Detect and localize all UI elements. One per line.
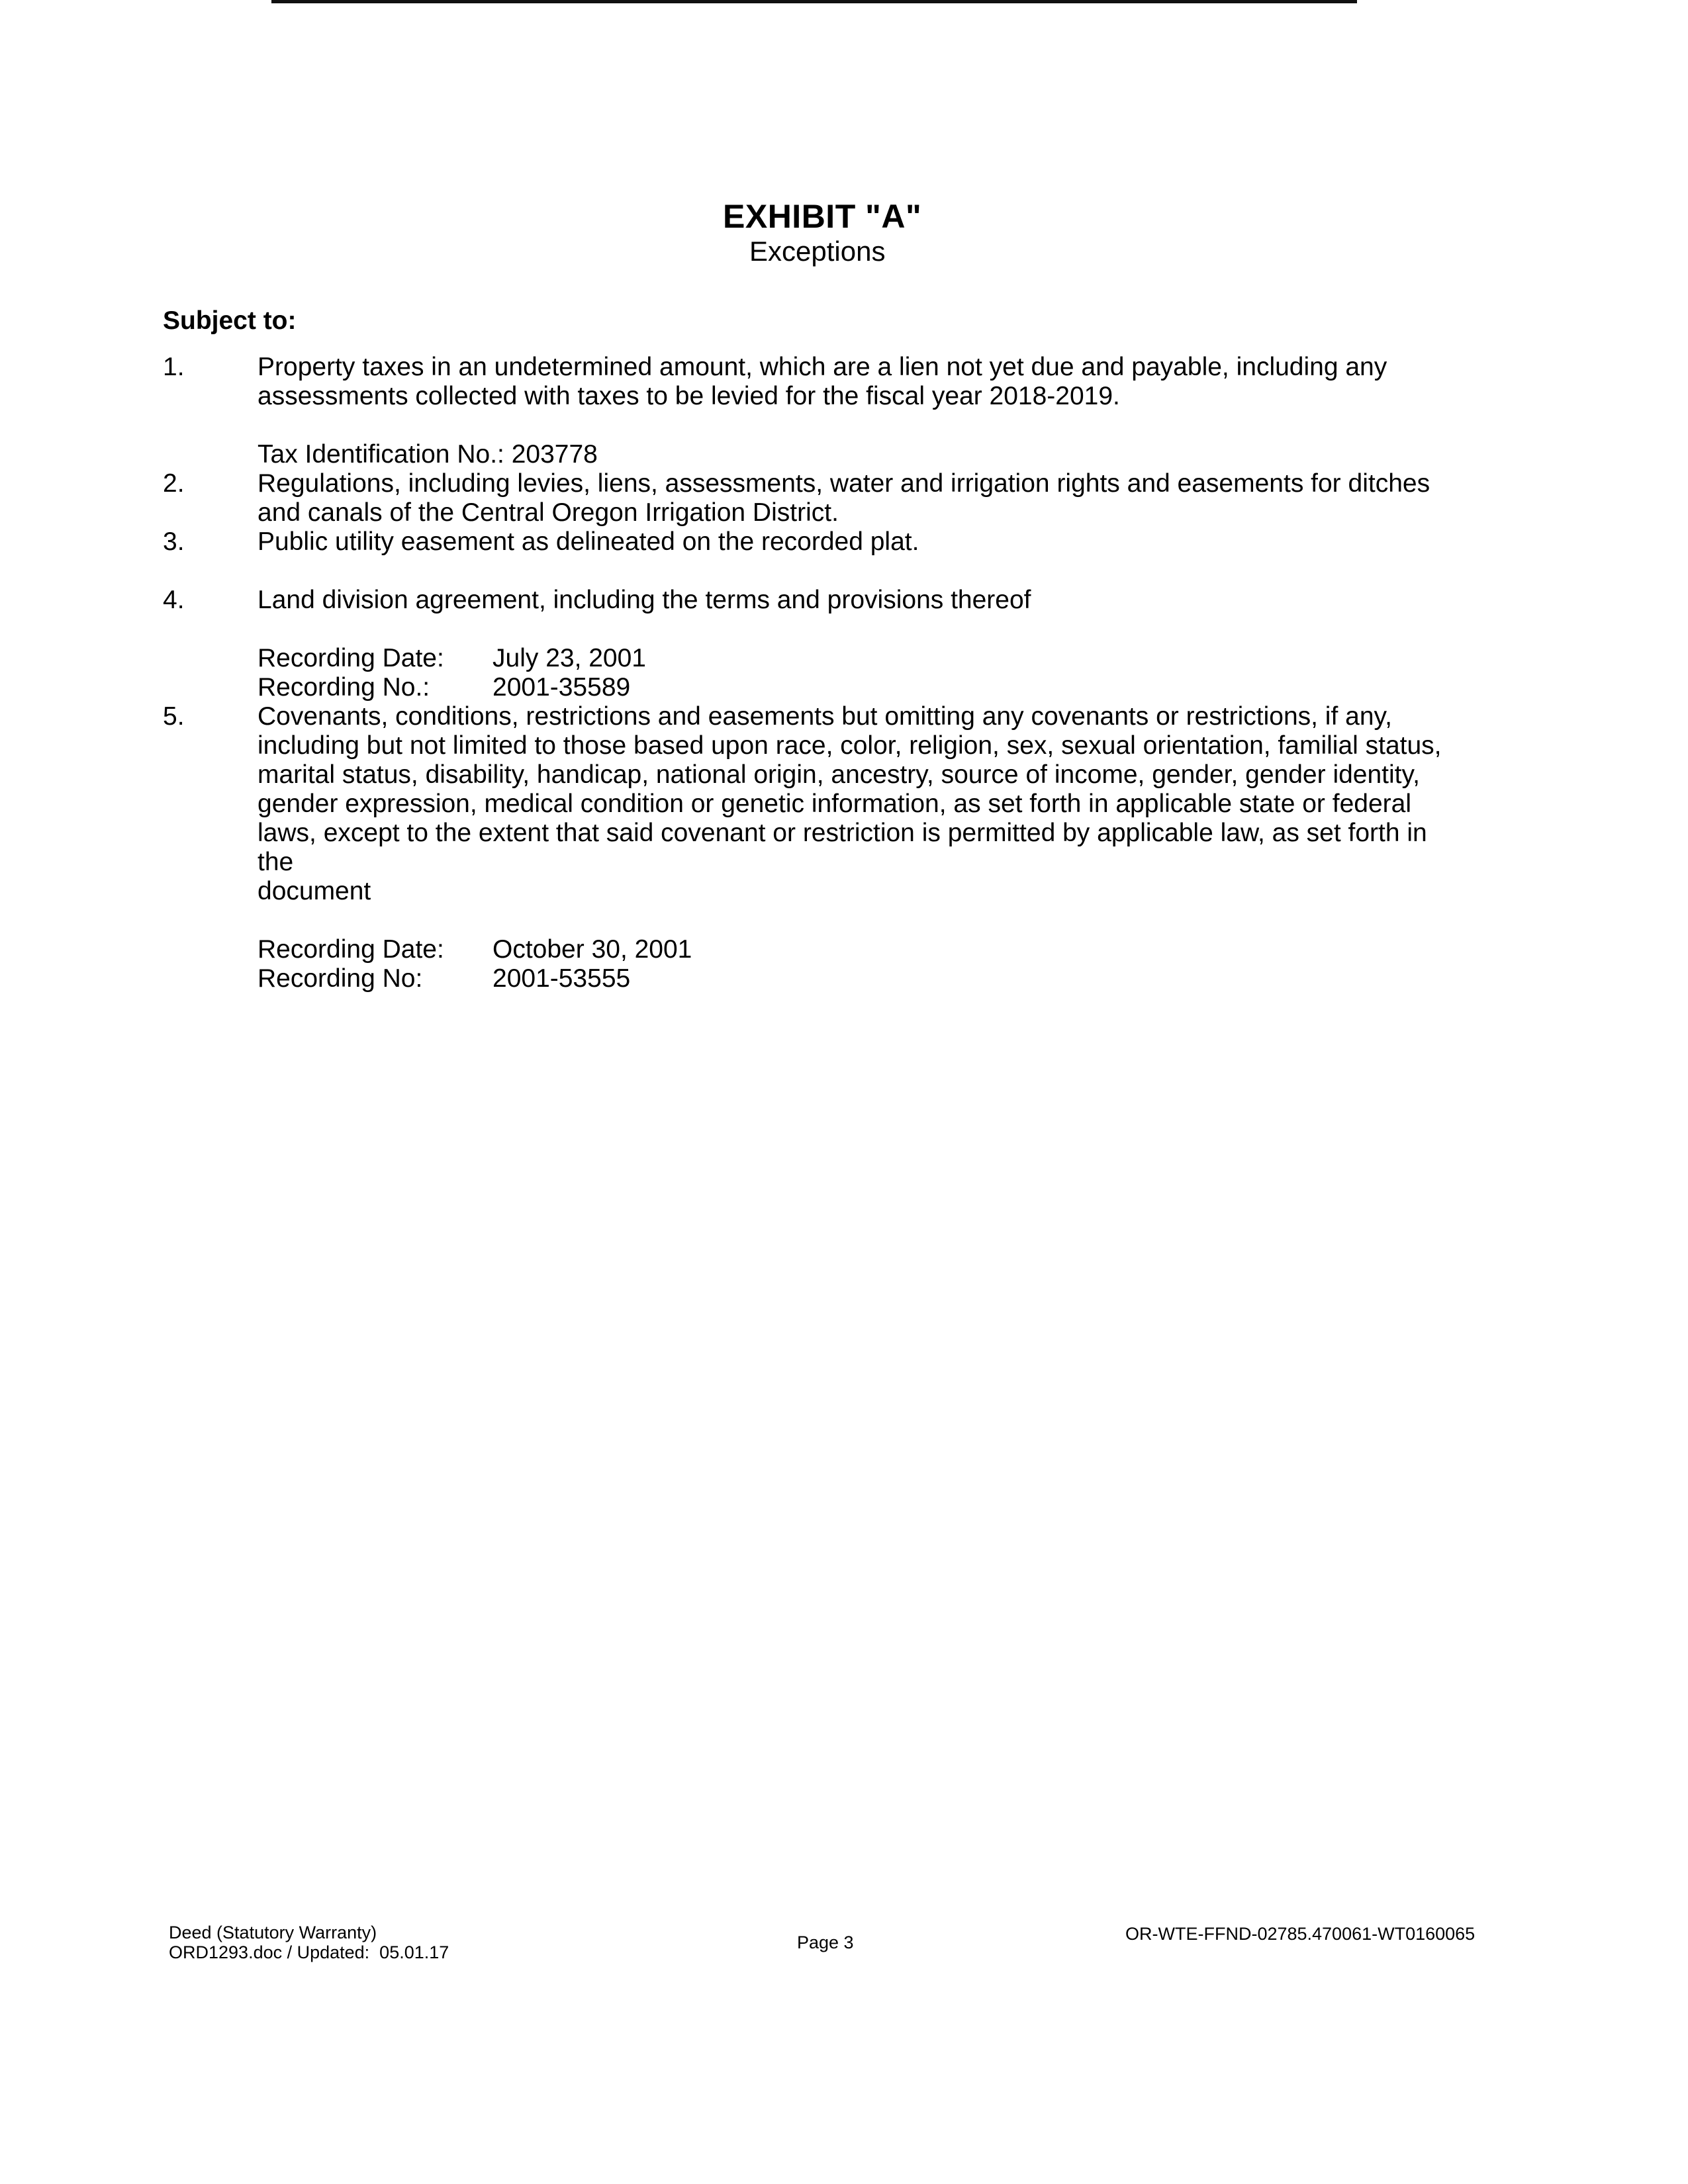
item-body xyxy=(258,353,1462,469)
item-text: Covenants, conditions, restrictions and easements but omitting any covenants or restrictions, if any, including but not limited to those based upon race, color, religion, sex, sexual orientation, familial status, marital status, disability, handicap, national origin, ancestry, source of income, gender, gender identity, gender expression, medical condition or genetic information, as set forth in applicable state or federal laws, except to the extent that said covenant or restriction is permitted by applicable law, as set forth in the document xyxy=(258,702,1442,905)
recording-number-row xyxy=(258,964,1462,993)
recording-date-value: July 23, 2001 xyxy=(492,644,647,672)
tax-identification: Tax Identification No.: 203778 xyxy=(258,440,598,469)
item-text: Regulations, including levies, liens, assessments, water and irrigation rights and easements for ditches and canals of the Central Oregon Irrigation District. xyxy=(258,469,1430,527)
item-number: 4. xyxy=(163,586,185,614)
page-subtitle: Exceptions xyxy=(749,236,886,267)
footer-doc-updated: ORD1293.doc / Updated: 05.01.17 xyxy=(169,1942,449,1962)
recording-number-label: Recording No: xyxy=(258,964,423,993)
item-number: 1. xyxy=(163,353,185,381)
recording-number-row xyxy=(258,673,1462,702)
recording-date-label: Recording Date: xyxy=(258,644,444,672)
footer-deed-type: Deed (Statutory Warranty) xyxy=(169,1923,377,1942)
recording-info xyxy=(258,644,1462,702)
footer-document-info xyxy=(169,1923,449,1962)
recording-number-value: 2001-53555 xyxy=(492,964,631,993)
footer-file-number: OR-WTE-FFND-02785.470061-WT0160065 xyxy=(1125,1924,1476,1944)
item-text: Public utility easement as delineated on the recorded plat. xyxy=(258,527,919,556)
recording-number-value: 2001-35589 xyxy=(492,673,631,702)
item-number: 2. xyxy=(163,469,185,498)
item-body xyxy=(258,586,1462,702)
item-body xyxy=(258,702,1462,993)
recording-info xyxy=(258,935,1462,993)
item-text: Property taxes in an undetermined amount, which are a lien not yet due and payable, including any assessments collected with taxes to be levied for the fiscal year 2018-2019. xyxy=(258,353,1387,410)
footer-page-number: Page 3 xyxy=(797,1933,854,1952)
recording-number-label: Recording No.: xyxy=(258,673,430,702)
recording-date-row xyxy=(258,935,1462,964)
recording-date-label: Recording Date: xyxy=(258,935,444,964)
recording-date-row xyxy=(258,644,1462,673)
subject-to-label: Subject to: xyxy=(163,306,297,335)
item-text: Land division agreement, including the terms and provisions thereof xyxy=(258,586,1031,614)
item-body xyxy=(258,469,1462,527)
item-number: 3. xyxy=(163,527,185,556)
top-scan-rule xyxy=(271,0,1357,3)
page-title: EXHIBIT "A" xyxy=(723,198,922,235)
item-body xyxy=(258,527,1462,557)
recording-date-value: October 30, 2001 xyxy=(492,935,692,964)
item-number: 5. xyxy=(163,702,185,731)
